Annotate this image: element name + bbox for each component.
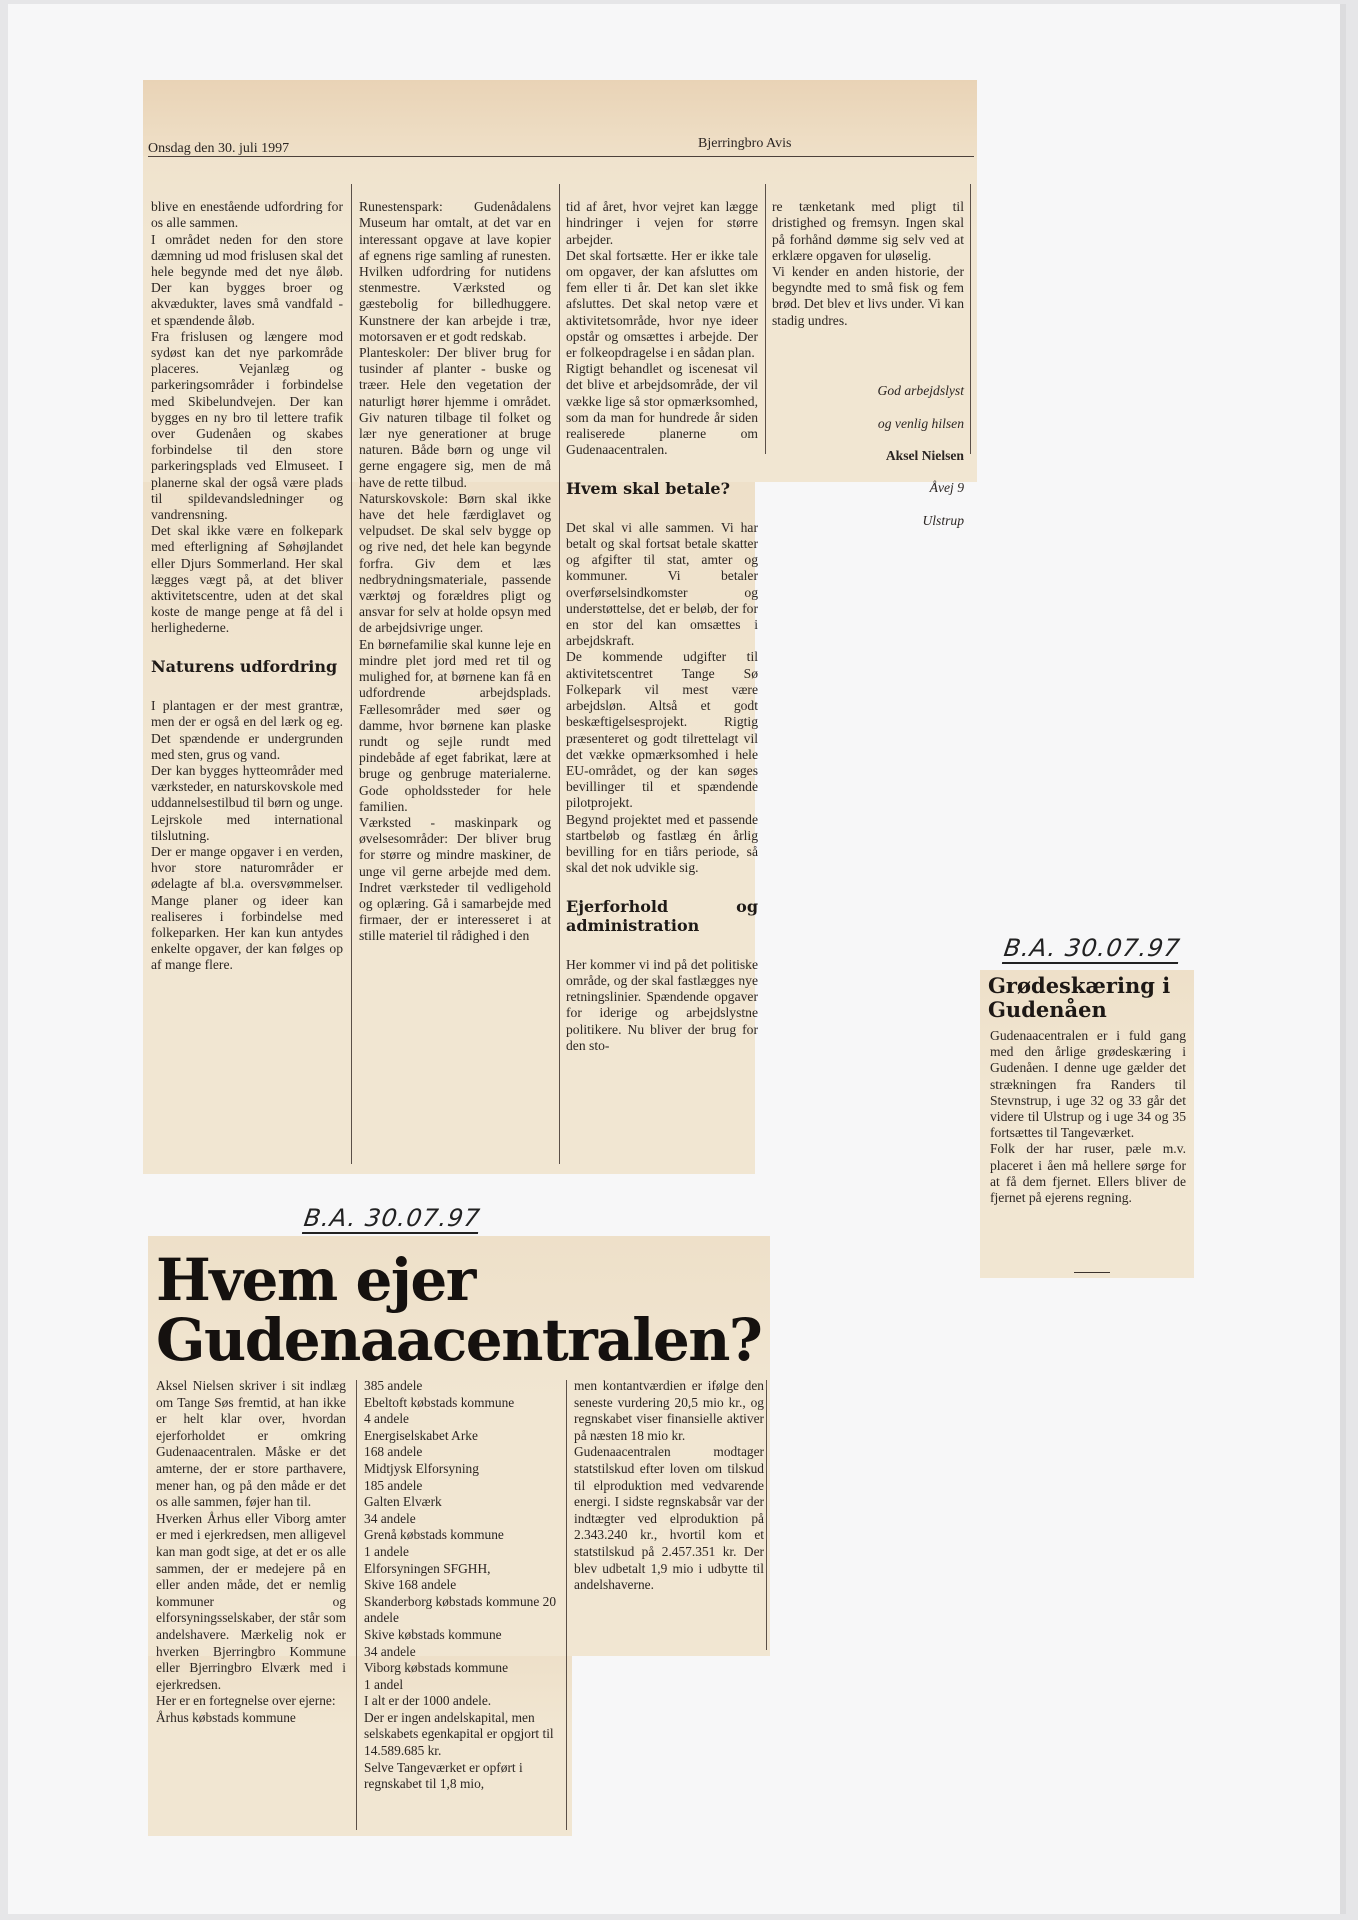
bottom-clipping-headline: Hvem ejer Gudenaacentralen? xyxy=(156,1246,762,1374)
col-rule xyxy=(559,184,560,1164)
top-col-4 xyxy=(772,183,964,561)
header-rule xyxy=(148,156,974,157)
col-rule xyxy=(765,184,766,454)
handwritten-date-right: B.A. 30.07.97 xyxy=(1002,934,1183,962)
top-col-3-text-c: Her kommer vi ind på det politiske område, og der skal fastlægges nye retningslinier. Spændende opgaver for iderige og arbejdslystne politikere. Nu bliver der brug for den sto- xyxy=(566,956,758,1053)
handwritten-date-bottom: B.A. 30.07.97 xyxy=(302,1204,483,1232)
signature xyxy=(772,367,964,545)
bottom-col-2: 385 andele Ebeltoft købstads kommune 4 andele Energiselskabet Arke 168 andele Midtjysk Elforsyning 185 andele Galten Elværk 34 andele Grenå købstads kommune 1 andele Elforsyningen SFGHH, Skive 168 andele Skanderborg købstads kommune 20 andele Skive købstads kommune 34 andele Viborg købstads kommune 1 andel I alt er der 1000 andele. Der er ingen andelskapital, men selskabets egenkapital er opgjort til 14.589.685 kr. Selve Tangeværket er opført i regnskabet til 1,8 mio, xyxy=(364,1378,557,1792)
sig-name: Aksel Nielsen xyxy=(885,448,964,464)
top-col-4-text: re tænketank med pligt til dristighed og fremsyn. Ingen skal på forhånd dømme sig selv ved at erklære opgaven for uløselig. Vi kender en anden historie, der begyndte med to små fisk og fem brød. Det blev et livs under. Vi kan stadig undres. xyxy=(772,199,964,328)
col-rule xyxy=(566,1380,567,1830)
header-date: Onsdag den 30. juli 1997 xyxy=(148,141,290,156)
top-col-3-text-b: Det skal vi alle sammen. Vi har betalt og skal fortsat betale skatter og afgifter til stat, amter og kommuner. Vi betaler overførselsindkomster og understøttelse, det er beløb, der for en stor del kan omsættes i arbejdskraft. De kommende udgifter til aktivitetscentret Tange Sø Folkepark vil mest være arbejdsløn. Altså et godt beskæftigelsesprojekt. Rigtig præsenteret og godt tilrettelagt vil det vække opmærksomhed i hele EU-området, og der kan søges bevillinger til et spændende pilotprojekt. Begynd projektet med et passende startbeløb og fastlæg én årlig bevilling for en tiårs periode, så skal det nok udvikle sig. xyxy=(566,519,758,876)
top-col-1-text-b: I plantagen er der mest grantræ, men der er også en del lærk og eg. Det spændende er undergrunden med sten, grus og vand. Der kan bygges hytteområder med værksteder, en naturskovskole med uddannelsestilbud til børn og unge. Lejrskole med international tilslutning. Der er mange opgaver i en verden, hvor store naturområder er ødelagte af bl.a. oversvømmelser. Mange planer og ideer kan realiseres i forbindelse med folkeparken. Her kan kun antydes enkelte opgaver, der kan følges op af mange flere. xyxy=(151,698,343,973)
top-col-1 xyxy=(151,183,343,990)
top-col-3 xyxy=(566,183,758,1070)
header-paper: Bjerringbro Avis xyxy=(698,136,792,151)
col-rule xyxy=(766,1380,767,1650)
bottom-col-3: men kontantværdien er ifølge den seneste vurdering 20,5 mio kr., og regnskabet viser finansielle aktiver på næsten 18 mio kr. Gudenaacentralen modtager statstilskud efter loven om tilskud til elproduktion med vedvarende energi. I sidste regnskabsår var der indtægter ved elproduktion på 2.343.240 kr., hvortil kom et statstilskud på 2.457.351 kr. Der blev udbetalt 1,9 mio i udbytte til andelshaverne. xyxy=(574,1378,764,1593)
subhead-ejerforhold: Ejerforhold og administration xyxy=(566,896,758,935)
subhead-hvem-skal-betale: Hvem skal betale? xyxy=(566,478,730,498)
col-rule xyxy=(970,184,971,454)
top-col-1-text-a: blive en enestående udfordring for os alle sammen. I området neden for den store dæmning ud mod frislusen skal det hele begynde med det nye åløb. Der kan bygges broer og akvædukter, laves små vandfald - et spændende åløb. Fra frislusen og længere mod sydøst kan det nye parkområde placeres. Vejanlæg og parkeringsområder i forbindelse med Skibelundvejen. Der kan bygges en ny bro til lettere trafik over Gudenåen og skabes forbindelse til den store parkeringsplads ved Elmuseet. I planerne skal der også være plads til spildevandsledninger og vandrensning. Det skal ikke være en folkepark med efterligning af Søhøjlandet eller Djurs Sommerland. Her skal lægges vægt på, at det bliver aktivitetscentre, uden at det skal koste de mange penge at få del i herlighederne. xyxy=(151,199,343,636)
top-col-2 xyxy=(359,183,551,961)
subhead-naturens-udfordring: Naturens udfordring xyxy=(151,656,338,676)
sig-town: Ulstrup xyxy=(922,512,964,528)
sig-address: Åvej 9 xyxy=(929,480,964,496)
sig-greeting: God arbejdslyst xyxy=(877,383,964,399)
sig-greeting-2: og venlig hilsen xyxy=(877,415,964,431)
right-clipping-body: Gudenaacentralen er i fuld gang med den årlige grødeskæring i Gudenåen. I denne uge gælder det strækningen fra Randers til Stevnstrup, i uge 32 og 33 går det videre til Ulstrup og i uge 34 og 35 fortsættes til Tangeværket. Folk der har ruser, pæle m.v. placeret i åen må hellere sørge for at få dem fjernet. Ellers bliver de fjernet på ejerens regning. xyxy=(990,1028,1186,1206)
top-col-3-text-a: tid af året, hvor vejret kan lægge hindringer i vejen for større arbejder. Det skal fortsætte. Her er ikke tale om opgaver, der kan afsluttes om fem eller ti år. Det kan slet ikke afsluttes. Det skal netop være et aktivitetsområde, hvor nye ideer opstår og omsættes i arbejde. Der er folkeopdragelse i en sådan plan. Rigtigt behandlet og iscenesat vil det blive et arbejdsområde, der vil vække lige så stor opmærksomhed, som da man for hundrede år siden realiserede planerne om Gudenaacentralen. xyxy=(566,199,758,458)
col-rule xyxy=(351,184,352,1164)
bottom-col-1: Aksel Nielsen skriver i sit indlæg om Tange Søs fremtid, at han ikke er helt klar over, hvordan ejerforholdet er omkring Gudenaacentralen. Måske er det amterne, der er store parthavere, mener han, og på den måde er det os alle sammen, føjer han til. Hverken Århus eller Viborg amter er med i ejerkredsen, men alligevel kan man godt sige, at det er os alle sammen, der er medejere på en eller anden måde, det er nemlig kommuner og elforsyningsselskaber, der står som andelshavere. Mærkelig nok er hverken Bjerringbro Kommune eller Bjerringbro Elværk med i ejerkredsen. Her er en fortegnelse over ejerne: Århus købstads kommune xyxy=(156,1378,346,1725)
right-clipping-end-rule xyxy=(1074,1272,1110,1273)
col-rule xyxy=(356,1380,357,1830)
right-clipping-headline: Grødeskæring i Gudenåen xyxy=(988,973,1171,1022)
top-col-2-text: Runestenspark: Gudenådalens Museum har omtalt, at det var en interessant opgave at lave kopier af egnens rige samling af runesten. Hvilken udfordring for nutidens stenmestre. Værksted og gæstebolig for billedhuggere. Kunstnere der kan arbejde i træ, motorsaven er et godt redskab. Planteskoler: Der bliver brug for tusinder af planter - buske og træer. Hele den vegetation der naturligt hører hjemme i området. Giv naturen tilbage til folket og lær nye generationer at bruge naturen. Både børn og unge vil gerne engagere sig, men de må have de rette tilbud. Naturskovskole: Børn skal ikke have det hele færdiglavet og velpudset. De skal selv bygge op og rive ned, det hele kan begynde forfra. Giv dem et læs nedbrydningsmateriale, passende værktøj og forældres pligt og ansvar for selv at holde opsyn med de arbejdsivrige unger. En børnefamilie skal kunne leje en mindre plet jord med ret til og mulighed for, at børnene kan få en udfordrende arbejdsplads. Fællesområder med søer og damme, hvor børnene kan plaske rundt og sejle rundt med pindebåde af eget fabrikat, lære at bruge og genbruge materialerne. Gode opholdssteder for hele familien. Værksted - maskinpark og øvelsesområder: Der bliver brug for større og mindre maskiner, de unge vil gerne arbejde med dem. Indret værksteder til vedligehold og oplæring. Gå i samarbejde med firmaer, der er interesseret i at stille materiel til rådighed i den xyxy=(359,199,551,944)
scrapbook-page xyxy=(8,4,1346,1914)
